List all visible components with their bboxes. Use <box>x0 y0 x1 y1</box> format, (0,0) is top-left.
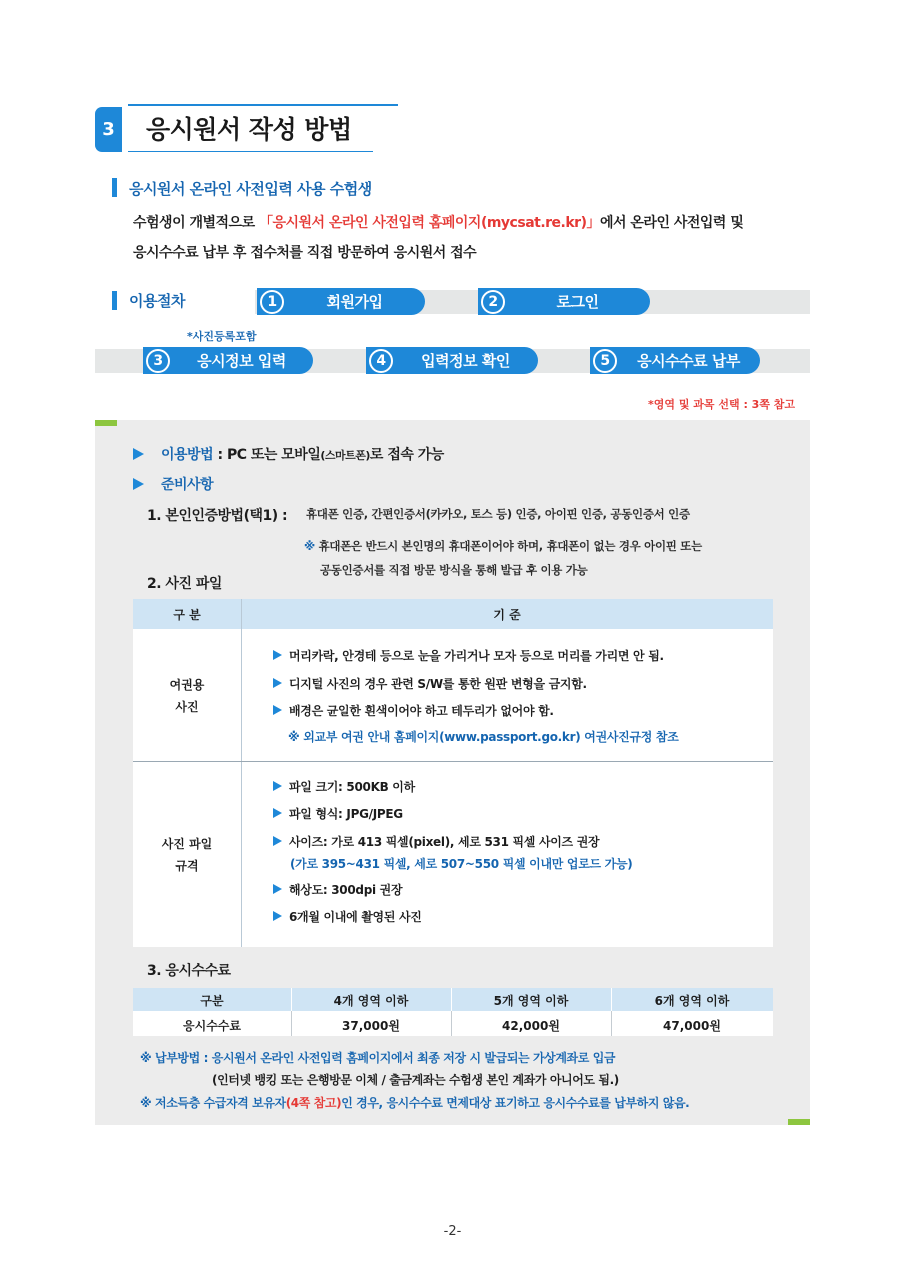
column-header-category: 구 분 <box>173 608 201 622</box>
auth-methods: 휴대폰 인증, 간편인증서(카카오, 토스 등) 인증, 아이핀 인증, 공동인증서 인증 <box>306 507 690 521</box>
fee-header-4: 4개 영역 이하 <box>333 994 409 1008</box>
step-2-pill <box>478 288 650 315</box>
usage-method: 이용방법 : PC 또는 모바일(스마트폰)로 접속 가능 <box>161 447 444 463</box>
step-number: 4 <box>369 349 393 373</box>
step-3-pill <box>143 347 313 374</box>
criteria-item: 배경은 균일한 흰색이어야 하고 테두리가 없어야 함. <box>289 704 554 718</box>
arrow-icon <box>273 808 282 818</box>
corner-accent-bottom <box>788 1119 810 1125</box>
corner-accent-top <box>95 420 117 426</box>
criteria-item: 머리카락, 안경테 등으로 눈을 가리거나 모자 등으로 머리를 가리면 안 됨. <box>289 649 664 663</box>
online-paragraph-line1: 수험생이 개별적으로 「응시원서 온라인 사전입력 홈페이지(mycsat.re.kr)」에서 온라인 사전입력 및 <box>133 215 744 231</box>
fee-table <box>133 988 773 1036</box>
photo-requirements-table <box>133 599 773 947</box>
passport-site-note: ※ 외교부 여권 안내 홈페이지(www.passport.go.kr) 여권사진규정 참조 <box>288 730 679 744</box>
arrow-icon <box>273 911 282 921</box>
heading-bar <box>112 178 117 197</box>
step-1-pill <box>257 288 425 315</box>
subject-selection-note: *영역 및 과목 선택 : 3쪽 참고 <box>648 398 796 411</box>
photo-title: 2. 사진 파일 <box>147 576 222 592</box>
page-number: -2- <box>443 1224 462 1239</box>
criteria-item: 파일 형식: JPG/JPEG <box>289 807 403 821</box>
section-number: 3 <box>95 107 122 152</box>
payment-method-detail: (인터넷 뱅킹 또는 은행방문 이체 / 출금계좌는 수험생 본인 계좌가 아니어도 됨.) <box>212 1073 619 1087</box>
homepage-link[interactable]: 「응시원서 온라인 사전입력 홈페이지(mycsat.re.kr)」 <box>258 215 600 231</box>
section-title: 응시원서 작성 방법 <box>146 115 352 144</box>
step-label: 회원가입 <box>326 293 383 311</box>
arrow-icon <box>133 448 144 460</box>
step-number: 5 <box>593 349 617 373</box>
criteria-item: 6개월 이내에 촬영된 사진 <box>289 910 422 924</box>
section-bottom-line <box>128 151 373 152</box>
fee-header-category: 구분 <box>200 994 224 1008</box>
step-number: 3 <box>146 349 170 373</box>
arrow-icon <box>273 678 282 688</box>
auth-note-line1: ※ 휴대폰은 반드시 본인명의 휴대폰이어야 하며, 휴대폰이 없는 경우 아이핀 또는 <box>304 539 702 553</box>
row-category-file-spec: 사진 파일 규격 <box>161 837 213 873</box>
fee-header-5: 5개 영역 이하 <box>493 994 569 1008</box>
fee-value-6: 47,000원 <box>663 1019 721 1033</box>
row-category-passport: 여권용 사진 <box>169 678 205 714</box>
section-top-line <box>128 104 398 106</box>
arrow-icon <box>273 884 282 894</box>
heading-bar <box>112 291 117 310</box>
step-label: 로그인 <box>556 293 599 311</box>
arrow-icon <box>133 478 144 490</box>
payment-method-note: ※ 납부방법 : 응시원서 온라인 사전입력 홈페이지에서 최종 저장 시 발급되는 가상계좌로 입금 <box>140 1051 616 1065</box>
arrow-icon <box>273 781 282 791</box>
fee-row-label: 응시수수료 <box>183 1019 241 1033</box>
fee-header-6: 6개 영역 이하 <box>654 994 730 1008</box>
step-label: 응시수수료 납부 <box>637 352 740 370</box>
step-number: 1 <box>260 290 284 314</box>
procedure-heading: 이용절차 <box>129 292 185 310</box>
fee-value-5: 42,000원 <box>502 1019 560 1033</box>
photo-registration-note: *사진등록포함 <box>187 330 257 343</box>
low-income-note: ※ 저소득층 수급자격 보유자(4쪽 참고)인 경우, 응시수수료 면제대상 표기하고 응시수수료를 납부하지 않음. <box>140 1096 690 1110</box>
column-header-criteria: 기 준 <box>493 608 521 622</box>
row-divider <box>133 761 773 762</box>
fee-title: 3. 응시수수료 <box>147 963 231 979</box>
online-paragraph-line2: 응시수수료 납부 후 접수처를 직접 방문하여 응시원서 접수 <box>133 245 477 261</box>
step-4-pill <box>366 347 538 374</box>
auth-note-line2: 공동인증서를 직접 방문 방식을 통해 발급 후 이용 가능 <box>320 563 588 577</box>
criteria-item: 해상도: 300dpi 권장 <box>289 883 403 897</box>
criteria-item: 파일 크기: 500KB 이하 <box>289 780 415 794</box>
step-number: 2 <box>481 290 505 314</box>
auth-title: 1. 본인인증방법(택1) : <box>147 508 288 524</box>
step-label: 입력정보 확인 <box>421 352 510 370</box>
arrow-icon <box>273 705 282 715</box>
step-label: 응시정보 입력 <box>197 352 286 370</box>
upload-size-limit: (가로 395~431 픽셀, 세로 507~550 픽셀 이내만 업로드 가능) <box>290 857 633 871</box>
preparation-label: 준비사항 <box>161 477 214 493</box>
column-divider <box>241 599 242 947</box>
step-5-pill <box>590 347 760 374</box>
arrow-icon <box>273 836 282 846</box>
fee-value-4: 37,000원 <box>342 1019 400 1033</box>
criteria-item: 사이즈: 가로 413 픽셀(pixel), 세로 531 픽셀 사이즈 권장 <box>289 835 600 849</box>
arrow-icon <box>273 650 282 660</box>
criteria-item: 디지털 사진의 경우 관련 S/W를 통한 원판 변형을 금지함. <box>289 677 587 691</box>
online-heading: 응시원서 온라인 사전입력 사용 수험생 <box>129 180 372 198</box>
